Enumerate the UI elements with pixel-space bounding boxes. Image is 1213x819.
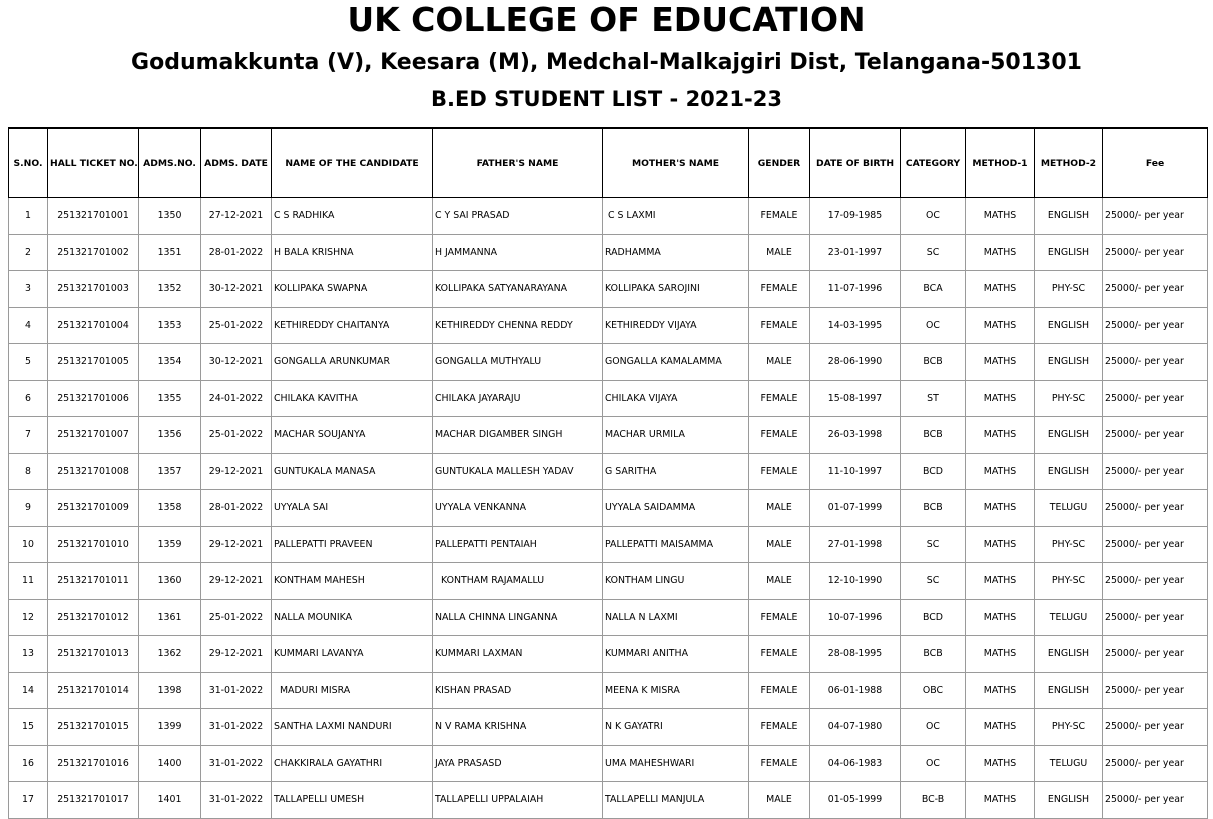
- cell-fee: 25000/- per year: [1103, 636, 1208, 673]
- cell-category: BCB: [901, 636, 966, 673]
- cell-adms-date: 25-01-2022: [201, 599, 272, 636]
- cell-gender: FEMALE: [749, 453, 810, 490]
- cell-father-name: KOLLIPAKA SATYANARAYANA: [433, 271, 603, 308]
- cell-sno: 12: [9, 599, 48, 636]
- table-row: [9, 636, 1208, 673]
- table-row: [9, 344, 1208, 381]
- cell-mother-name: C S LAXMI: [603, 198, 749, 235]
- table-row: [9, 307, 1208, 344]
- cell-method-2: PHY-SC: [1035, 709, 1103, 746]
- cell-father-name: H JAMMANNA: [433, 234, 603, 271]
- cell-adms-no: 1400: [139, 745, 201, 782]
- cell-dob: 06-01-1988: [810, 672, 901, 709]
- cell-sno: 2: [9, 234, 48, 271]
- col-header-method-2: METHOD-2: [1035, 128, 1103, 198]
- col-header-hall-ticket: HALL TICKET NO.: [48, 128, 139, 198]
- cell-candidate-name: CHILAKA KAVITHA: [272, 380, 433, 417]
- cell-candidate-name: KONTHAM MAHESH: [272, 563, 433, 600]
- cell-adms-date: 27-12-2021: [201, 198, 272, 235]
- cell-father-name: C Y SAI PRASAD: [433, 198, 603, 235]
- cell-mother-name: G SARITHA: [603, 453, 749, 490]
- college-address: Godumakkunta (V), Keesara (M), Medchal-Malkajgiri Dist, Telangana-501301: [131, 50, 1082, 75]
- table-body: [9, 198, 1208, 819]
- cell-sno: 8: [9, 453, 48, 490]
- cell-hall-ticket: 251321701010: [48, 526, 139, 563]
- cell-category: BCB: [901, 344, 966, 381]
- cell-adms-date: 31-01-2022: [201, 782, 272, 819]
- cell-method-2: PHY-SC: [1035, 271, 1103, 308]
- cell-category: OC: [901, 198, 966, 235]
- cell-adms-no: 1358: [139, 490, 201, 527]
- col-header-fee: Fee: [1103, 128, 1208, 198]
- cell-hall-ticket: 251321701003: [48, 271, 139, 308]
- table-row: [9, 782, 1208, 819]
- cell-method-1: MATHS: [966, 745, 1035, 782]
- cell-fee: 25000/- per year: [1103, 672, 1208, 709]
- cell-method-2: ENGLISH: [1035, 636, 1103, 673]
- cell-dob: 10-07-1996: [810, 599, 901, 636]
- table-row: [9, 417, 1208, 454]
- cell-sno: 15: [9, 709, 48, 746]
- cell-adms-date: 29-12-2021: [201, 636, 272, 673]
- cell-candidate-name: KETHIREDDY CHAITANYA: [272, 307, 433, 344]
- cell-gender: FEMALE: [749, 198, 810, 235]
- cell-adms-date: 29-12-2021: [201, 526, 272, 563]
- cell-gender: FEMALE: [749, 599, 810, 636]
- cell-mother-name: KUMMARI ANITHA: [603, 636, 749, 673]
- cell-gender: FEMALE: [749, 307, 810, 344]
- cell-hall-ticket: 251321701009: [48, 490, 139, 527]
- table-row: [9, 672, 1208, 709]
- cell-adms-no: 1353: [139, 307, 201, 344]
- col-header-adms-date: ADMS. DATE: [201, 128, 272, 198]
- cell-fee: 25000/- per year: [1103, 271, 1208, 308]
- cell-adms-no: 1398: [139, 672, 201, 709]
- cell-dob: 12-10-1990: [810, 563, 901, 600]
- col-header-dob: DATE OF BIRTH: [810, 128, 901, 198]
- cell-method-1: MATHS: [966, 198, 1035, 235]
- cell-adms-no: 1354: [139, 344, 201, 381]
- cell-father-name: GONGALLA MUTHYALU: [433, 344, 603, 381]
- cell-method-1: MATHS: [966, 453, 1035, 490]
- cell-fee: 25000/- per year: [1103, 526, 1208, 563]
- table-row: [9, 234, 1208, 271]
- cell-candidate-name: PALLEPATTI PRAVEEN: [272, 526, 433, 563]
- cell-mother-name: UMA MAHESHWARI: [603, 745, 749, 782]
- cell-candidate-name: CHAKKIRALA GAYATHRI: [272, 745, 433, 782]
- cell-fee: 25000/- per year: [1103, 782, 1208, 819]
- cell-method-1: MATHS: [966, 563, 1035, 600]
- cell-method-2: ENGLISH: [1035, 234, 1103, 271]
- table-row: [9, 526, 1208, 563]
- cell-category: BC-B: [901, 782, 966, 819]
- table-row: [9, 271, 1208, 308]
- cell-hall-ticket: 251321701001: [48, 198, 139, 235]
- cell-dob: 01-07-1999: [810, 490, 901, 527]
- table-row: [9, 563, 1208, 600]
- cell-father-name: TALLAPELLI UPPALAIAH: [433, 782, 603, 819]
- cell-dob: 04-06-1983: [810, 745, 901, 782]
- cell-dob: 11-10-1997: [810, 453, 901, 490]
- cell-father-name: GUNTUKALA MALLESH YADAV: [433, 453, 603, 490]
- cell-hall-ticket: 251321701008: [48, 453, 139, 490]
- table-header-row: [9, 128, 1208, 198]
- cell-adms-no: 1355: [139, 380, 201, 417]
- cell-fee: 25000/- per year: [1103, 709, 1208, 746]
- cell-fee: 25000/- per year: [1103, 198, 1208, 235]
- cell-mother-name: RADHAMMA: [603, 234, 749, 271]
- cell-dob: 28-06-1990: [810, 344, 901, 381]
- cell-candidate-name: GONGALLA ARUNKUMAR: [272, 344, 433, 381]
- cell-hall-ticket: 251321701016: [48, 745, 139, 782]
- cell-hall-ticket: 251321701012: [48, 599, 139, 636]
- cell-sno: 16: [9, 745, 48, 782]
- cell-adms-date: 31-01-2022: [201, 709, 272, 746]
- cell-dob: 11-07-1996: [810, 271, 901, 308]
- cell-method-2: ENGLISH: [1035, 344, 1103, 381]
- cell-candidate-name: KUMMARI LAVANYA: [272, 636, 433, 673]
- cell-gender: MALE: [749, 234, 810, 271]
- cell-adms-date: 29-12-2021: [201, 453, 272, 490]
- cell-category: SC: [901, 526, 966, 563]
- cell-method-1: MATHS: [966, 271, 1035, 308]
- cell-dob: 17-09-1985: [810, 198, 901, 235]
- cell-sno: 6: [9, 380, 48, 417]
- cell-method-2: ENGLISH: [1035, 307, 1103, 344]
- cell-mother-name: CHILAKA VIJAYA: [603, 380, 749, 417]
- cell-father-name: NALLA CHINNA LINGANNA: [433, 599, 603, 636]
- cell-gender: MALE: [749, 782, 810, 819]
- cell-fee: 25000/- per year: [1103, 234, 1208, 271]
- cell-hall-ticket: 251321701004: [48, 307, 139, 344]
- cell-fee: 25000/- per year: [1103, 344, 1208, 381]
- cell-mother-name: N K GAYATRI: [603, 709, 749, 746]
- cell-candidate-name: H BALA KRISHNA: [272, 234, 433, 271]
- cell-method-2: TELUGU: [1035, 745, 1103, 782]
- cell-father-name: UYYALA VENKANNA: [433, 490, 603, 527]
- cell-category: ST: [901, 380, 966, 417]
- col-header-sno: S.NO.: [9, 128, 48, 198]
- cell-category: OC: [901, 745, 966, 782]
- cell-candidate-name: UYYALA SAI: [272, 490, 433, 527]
- cell-sno: 5: [9, 344, 48, 381]
- cell-dob: 04-07-1980: [810, 709, 901, 746]
- cell-fee: 25000/- per year: [1103, 490, 1208, 527]
- cell-mother-name: MACHAR URMILA: [603, 417, 749, 454]
- cell-fee: 25000/- per year: [1103, 380, 1208, 417]
- cell-category: BCB: [901, 417, 966, 454]
- cell-sno: 7: [9, 417, 48, 454]
- col-header-adms-no: ADMS.NO.: [139, 128, 201, 198]
- cell-hall-ticket: 251321701002: [48, 234, 139, 271]
- cell-method-1: MATHS: [966, 417, 1035, 454]
- table-row: [9, 490, 1208, 527]
- cell-method-1: MATHS: [966, 636, 1035, 673]
- cell-candidate-name: KOLLIPAKA SWAPNA: [272, 271, 433, 308]
- cell-adms-no: 1351: [139, 234, 201, 271]
- cell-fee: 25000/- per year: [1103, 417, 1208, 454]
- cell-candidate-name: MADURI MISRA: [272, 672, 433, 709]
- cell-dob: 27-01-1998: [810, 526, 901, 563]
- table-row: [9, 745, 1208, 782]
- cell-method-2: ENGLISH: [1035, 417, 1103, 454]
- cell-mother-name: UYYALA SAIDAMMA: [603, 490, 749, 527]
- cell-mother-name: MEENA K MISRA: [603, 672, 749, 709]
- cell-hall-ticket: 251321701006: [48, 380, 139, 417]
- cell-hall-ticket: 251321701007: [48, 417, 139, 454]
- col-header-gender: GENDER: [749, 128, 810, 198]
- cell-father-name: KUMMARI LAXMAN: [433, 636, 603, 673]
- cell-category: BCD: [901, 453, 966, 490]
- cell-gender: FEMALE: [749, 380, 810, 417]
- cell-adms-date: 28-01-2022: [201, 234, 272, 271]
- cell-method-1: MATHS: [966, 234, 1035, 271]
- cell-gender: MALE: [749, 490, 810, 527]
- cell-hall-ticket: 251321701015: [48, 709, 139, 746]
- cell-father-name: MACHAR DIGAMBER SINGH: [433, 417, 603, 454]
- student-table: [8, 127, 1208, 819]
- cell-gender: MALE: [749, 344, 810, 381]
- cell-sno: 10: [9, 526, 48, 563]
- cell-father-name: KETHIREDDY CHENNA REDDY: [433, 307, 603, 344]
- cell-method-1: MATHS: [966, 380, 1035, 417]
- cell-category: OC: [901, 307, 966, 344]
- cell-category: OBC: [901, 672, 966, 709]
- cell-method-2: ENGLISH: [1035, 672, 1103, 709]
- cell-category: SC: [901, 234, 966, 271]
- cell-method-1: MATHS: [966, 526, 1035, 563]
- cell-category: OC: [901, 709, 966, 746]
- cell-method-1: MATHS: [966, 709, 1035, 746]
- cell-category: BCD: [901, 599, 966, 636]
- cell-sno: 11: [9, 563, 48, 600]
- table-row: [9, 380, 1208, 417]
- table-row: [9, 198, 1208, 235]
- cell-dob: 23-01-1997: [810, 234, 901, 271]
- cell-sno: 9: [9, 490, 48, 527]
- cell-candidate-name: GUNTUKALA MANASA: [272, 453, 433, 490]
- cell-mother-name: TALLAPELLI MANJULA: [603, 782, 749, 819]
- cell-gender: FEMALE: [749, 745, 810, 782]
- cell-adms-date: 30-12-2021: [201, 344, 272, 381]
- cell-father-name: N V RAMA KRISHNA: [433, 709, 603, 746]
- cell-mother-name: KETHIREDDY VIJAYA: [603, 307, 749, 344]
- college-title: UK COLLEGE OF EDUCATION: [347, 0, 866, 39]
- cell-sno: 14: [9, 672, 48, 709]
- cell-dob: 28-08-1995: [810, 636, 901, 673]
- col-header-mother-name: MOTHER'S NAME: [603, 128, 749, 198]
- cell-mother-name: KOLLIPAKA SAROJINI: [603, 271, 749, 308]
- table-row: [9, 599, 1208, 636]
- cell-adms-no: 1359: [139, 526, 201, 563]
- cell-candidate-name: MACHAR SOUJANYA: [272, 417, 433, 454]
- cell-dob: 15-08-1997: [810, 380, 901, 417]
- cell-mother-name: KONTHAM LINGU: [603, 563, 749, 600]
- cell-adms-date: 31-01-2022: [201, 745, 272, 782]
- col-header-candidate-name: NAME OF THE CANDIDATE: [272, 128, 433, 198]
- cell-dob: 01-05-1999: [810, 782, 901, 819]
- cell-method-2: TELUGU: [1035, 599, 1103, 636]
- cell-candidate-name: TALLAPELLI UMESH: [272, 782, 433, 819]
- cell-gender: FEMALE: [749, 636, 810, 673]
- cell-father-name: KISHAN PRASAD: [433, 672, 603, 709]
- cell-adms-date: 31-01-2022: [201, 672, 272, 709]
- cell-adms-no: 1399: [139, 709, 201, 746]
- cell-adms-date: 25-01-2022: [201, 417, 272, 454]
- cell-adms-date: 29-12-2021: [201, 563, 272, 600]
- cell-adms-no: 1352: [139, 271, 201, 308]
- cell-adms-date: 30-12-2021: [201, 271, 272, 308]
- cell-gender: FEMALE: [749, 417, 810, 454]
- cell-father-name: KONTHAM RAJAMALLU: [433, 563, 603, 600]
- cell-adms-no: 1350: [139, 198, 201, 235]
- cell-sno: 4: [9, 307, 48, 344]
- cell-father-name: JAYA PRASASD: [433, 745, 603, 782]
- cell-category: BCA: [901, 271, 966, 308]
- cell-method-2: ENGLISH: [1035, 782, 1103, 819]
- cell-adms-date: 25-01-2022: [201, 307, 272, 344]
- table-row: [9, 453, 1208, 490]
- col-header-father-name: FATHER'S NAME: [433, 128, 603, 198]
- cell-mother-name: GONGALLA KAMALAMMA: [603, 344, 749, 381]
- cell-method-2: PHY-SC: [1035, 380, 1103, 417]
- cell-candidate-name: NALLA MOUNIKA: [272, 599, 433, 636]
- cell-category: SC: [901, 563, 966, 600]
- cell-candidate-name: C S RADHIKA: [272, 198, 433, 235]
- cell-dob: 14-03-1995: [810, 307, 901, 344]
- cell-method-1: MATHS: [966, 672, 1035, 709]
- cell-hall-ticket: 251321701017: [48, 782, 139, 819]
- cell-hall-ticket: 251321701014: [48, 672, 139, 709]
- cell-category: BCB: [901, 490, 966, 527]
- cell-method-1: MATHS: [966, 782, 1035, 819]
- cell-method-1: MATHS: [966, 344, 1035, 381]
- cell-method-1: MATHS: [966, 490, 1035, 527]
- cell-sno: 13: [9, 636, 48, 673]
- cell-method-1: MATHS: [966, 599, 1035, 636]
- cell-dob: 26-03-1998: [810, 417, 901, 454]
- cell-gender: MALE: [749, 563, 810, 600]
- cell-fee: 25000/- per year: [1103, 745, 1208, 782]
- cell-method-2: PHY-SC: [1035, 563, 1103, 600]
- cell-fee: 25000/- per year: [1103, 453, 1208, 490]
- cell-method-2: ENGLISH: [1035, 198, 1103, 235]
- cell-adms-no: 1356: [139, 417, 201, 454]
- table-row: [9, 709, 1208, 746]
- cell-gender: MALE: [749, 526, 810, 563]
- cell-method-2: PHY-SC: [1035, 526, 1103, 563]
- list-subtitle: B.ED STUDENT LIST - 2021-23: [431, 87, 782, 111]
- cell-method-2: ENGLISH: [1035, 453, 1103, 490]
- cell-adms-date: 28-01-2022: [201, 490, 272, 527]
- cell-hall-ticket: 251321701013: [48, 636, 139, 673]
- cell-adms-no: 1361: [139, 599, 201, 636]
- cell-method-1: MATHS: [966, 307, 1035, 344]
- cell-mother-name: PALLEPATTI MAISAMMA: [603, 526, 749, 563]
- cell-adms-no: 1401: [139, 782, 201, 819]
- cell-adms-date: 24-01-2022: [201, 380, 272, 417]
- cell-fee: 25000/- per year: [1103, 563, 1208, 600]
- cell-mother-name: NALLA N LAXMI: [603, 599, 749, 636]
- cell-method-2: TELUGU: [1035, 490, 1103, 527]
- cell-fee: 25000/- per year: [1103, 599, 1208, 636]
- cell-adms-no: 1360: [139, 563, 201, 600]
- cell-adms-no: 1362: [139, 636, 201, 673]
- col-header-category: CATEGORY: [901, 128, 966, 198]
- cell-father-name: PALLEPATTI PENTAIAH: [433, 526, 603, 563]
- cell-sno: 3: [9, 271, 48, 308]
- cell-hall-ticket: 251321701005: [48, 344, 139, 381]
- cell-hall-ticket: 251321701011: [48, 563, 139, 600]
- cell-candidate-name: SANTHA LAXMI NANDURI: [272, 709, 433, 746]
- col-header-method-1: METHOD-1: [966, 128, 1035, 198]
- cell-gender: FEMALE: [749, 709, 810, 746]
- cell-adms-no: 1357: [139, 453, 201, 490]
- cell-gender: FEMALE: [749, 672, 810, 709]
- cell-father-name: CHILAKA JAYARAJU: [433, 380, 603, 417]
- cell-fee: 25000/- per year: [1103, 307, 1208, 344]
- cell-sno: 1: [9, 198, 48, 235]
- cell-sno: 17: [9, 782, 48, 819]
- cell-gender: FEMALE: [749, 271, 810, 308]
